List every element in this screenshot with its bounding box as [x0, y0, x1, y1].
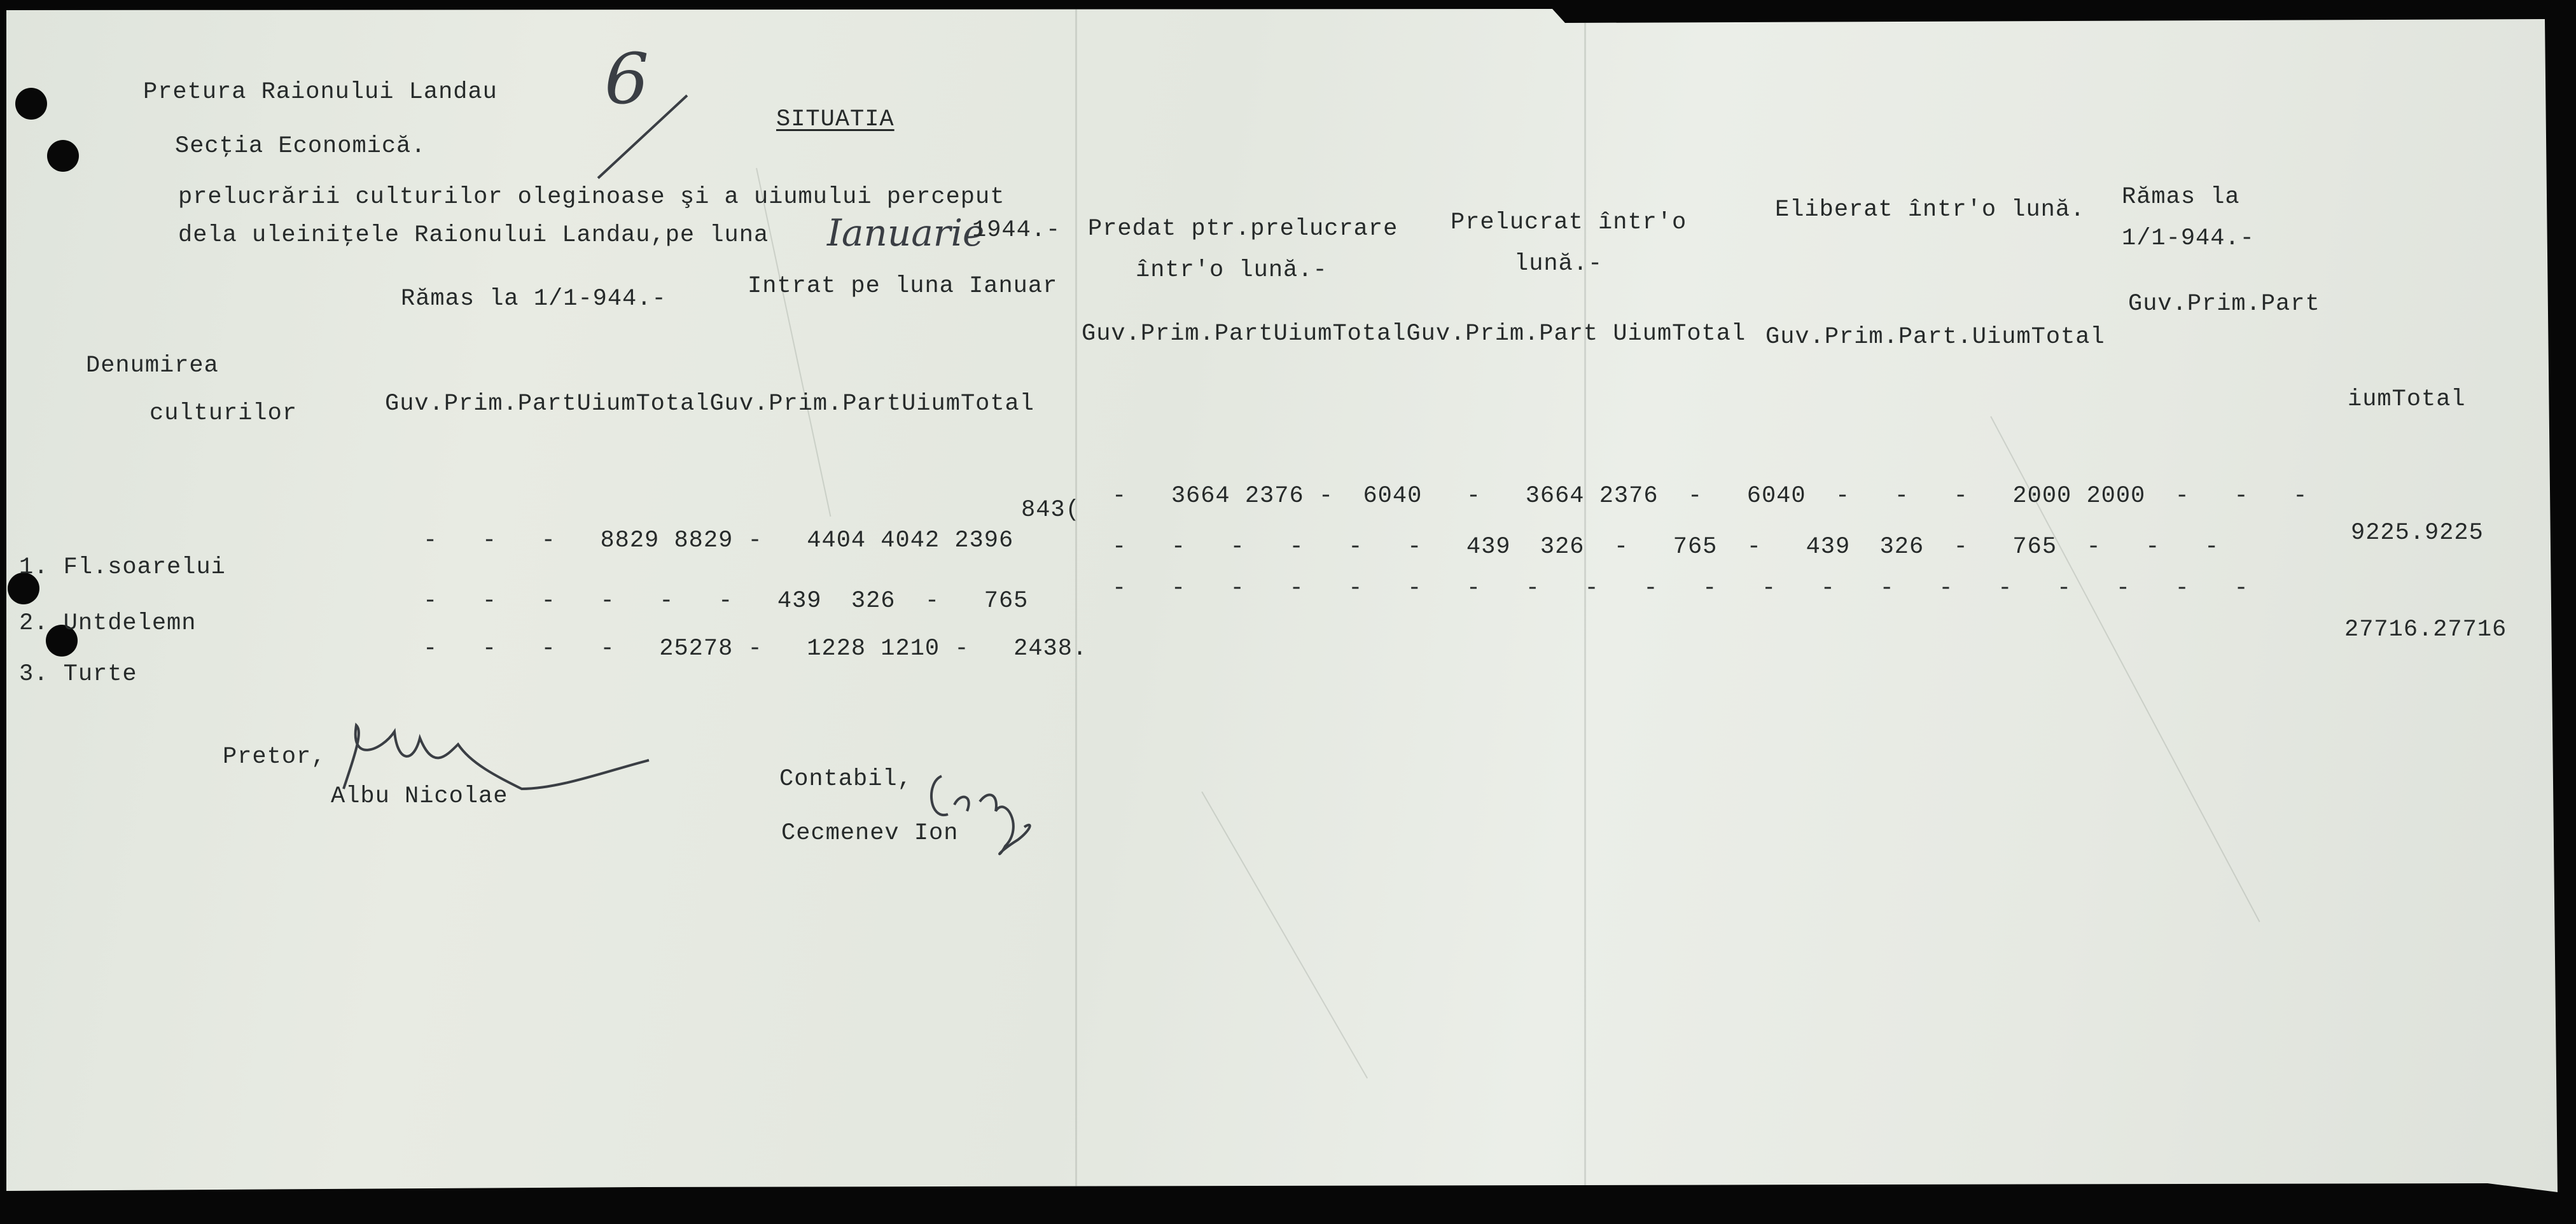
subheader-predat-prelucrat: Guv.Prim.PartUiumTotalGuv.Prim.Part UiumTotal: [1082, 321, 1746, 347]
handwritten-month: Ianuarie: [827, 211, 985, 254]
row-2-values-a: - - - - - - 439 326 - 765: [423, 588, 1029, 615]
pretor-name: Albu Nicolae: [331, 783, 508, 810]
subheader-ramas-end-tail: iumTotal: [2348, 386, 2466, 413]
subtitle-line-2-suffix: 1944.-: [972, 217, 1061, 244]
row-label-2: 2. Untdelemn: [19, 610, 197, 637]
col-group-ramas-end-1: Rămas la: [2122, 184, 2240, 211]
col-group-ramas-start: Rămas la 1/1-944.-: [401, 286, 667, 312]
row-label-3: 3. Turte: [19, 661, 137, 688]
col-group-predat-2: într'o lună.-: [1136, 257, 1328, 284]
subheader-ramas-intrat: Guv.Prim.PartUiumTotalGuv.Prim.PartUiumTotal: [385, 391, 1034, 417]
col-group-predat-1: Predat ptr.prelucrare: [1088, 216, 1398, 242]
row-1-values-a: - - - 8829 8829 - 4404 4042 2396: [423, 527, 1014, 554]
page-number: 6: [604, 38, 649, 120]
row-1-end-total: 9225.9225: [2351, 520, 2484, 546]
upper-row-left: 843(: [1021, 497, 1080, 524]
subtitle-line-2-prefix: dela uleiniţele Raionului Landau,pe luna: [178, 222, 769, 249]
row-2-values-b: - - - - - - - - - - - - - - - - - - - -: [1112, 575, 2249, 602]
subheader-ramas-end: Guv.Prim.Part: [2128, 291, 2320, 317]
row-3-values-a: - - - - 25278 - 1228 1210 - 2438.: [423, 636, 1088, 662]
section-name: Secţia Economică.: [175, 133, 426, 160]
col-group-prelucrat-2: lună.-: [1514, 251, 1603, 277]
col-group-prelucrat-1: Prelucrat într'o: [1451, 209, 1687, 236]
pretor-label: Pretor,: [223, 744, 326, 770]
subheader-eliberat: Guv.Prim.Part.UiumTotal: [1765, 324, 2105, 351]
col-group-eliberat: Eliberat într'o lună.: [1775, 197, 2085, 223]
office-name: Pretura Raionului Landau: [143, 79, 498, 106]
upper-row-right: - 3664 2376 - 6040 - 3664 2376 - 6040 - - - 2000 2000 - - -: [1112, 483, 2308, 510]
contabil-name: Cecmenev Ion: [781, 820, 959, 847]
row-3-end-total: 27716.27716: [2344, 616, 2507, 643]
subtitle-line-1: prelucrării culturilor oleginoase şi a uiumului perceput: [178, 184, 1005, 211]
contabil-label: Contabil,: [779, 766, 912, 793]
row-header-line-2: culturilor: [150, 400, 298, 427]
document-title: SITUATIA: [776, 106, 895, 133]
col-group-ramas-end-2: 1/1-944.-: [2122, 225, 2255, 252]
row-1-values-b: - - - - - - 439 326 - 765 - 439 326 - 765 - - -: [1112, 534, 2220, 560]
row-header-line-1: Denumirea: [86, 352, 219, 379]
row-label-1: 1. Fl.soarelui: [19, 554, 226, 581]
col-group-intrat: Intrat pe luna Ianuar: [748, 273, 1058, 300]
